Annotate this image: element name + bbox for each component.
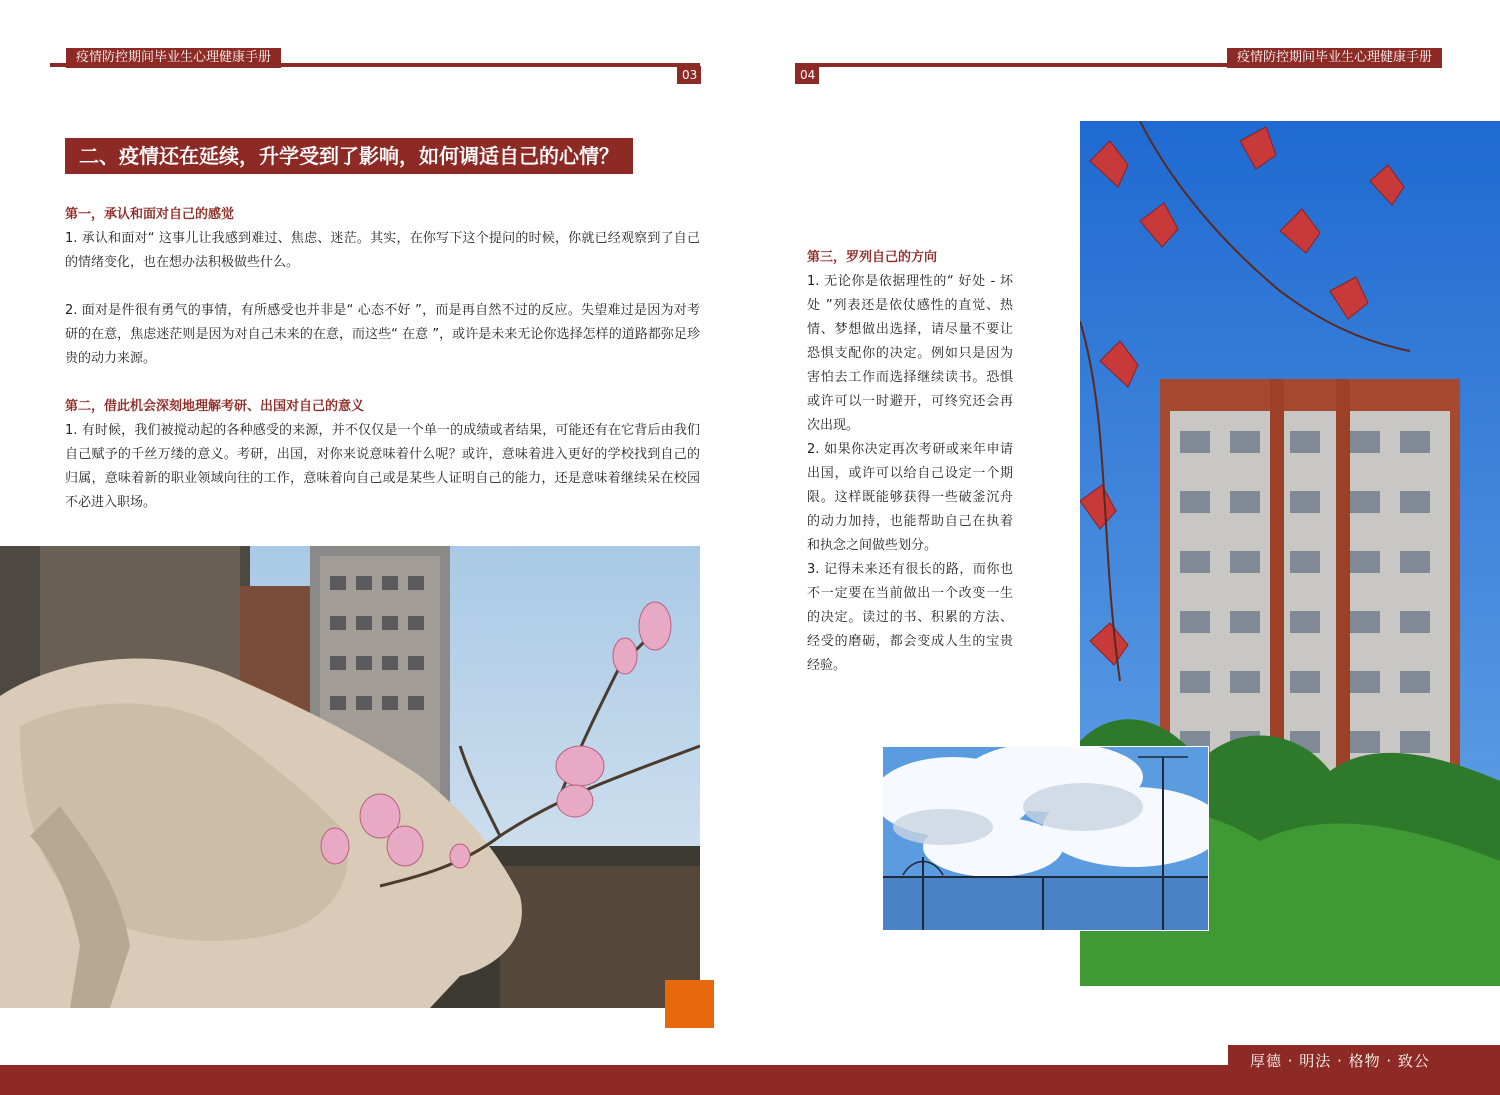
footer-motto: 厚德 · 明法 · 格物 · 致公 bbox=[1228, 1045, 1500, 1077]
part2-paragraph-1: 1. 有时候，我们被搅动起的各种感受的来源，并不仅仅是一个单一的成绩或者结果，可能还有在它背后由我们自己赋予的千丝万缕的意义。考研，出国，对你来说意味着什么呢？或许，意味着进入更好的学校找到自己的归属，意味着新的职业领域向往的工作，意味着向自己或是某些人证明自己的能力，还是意味着继续呆在校园不必进入职场。 bbox=[65, 423, 700, 510]
part3-paragraph-3: 3. 记得未来还有很长的路，而你也不一定要在当前做出一个改变一生的决定。读过的书、积累的方法、经受的磨砺，都会变成人生的宝贵经验。 bbox=[807, 562, 1013, 673]
right-page-number: 04 bbox=[795, 66, 819, 84]
orange-accent-square bbox=[665, 980, 714, 1028]
left-text-column bbox=[65, 203, 700, 515]
part3-heading: 第三，罗列自己的方向 bbox=[807, 250, 938, 265]
part1-heading: 第一，承认和面对自己的感觉 bbox=[65, 207, 235, 222]
sky-fence-photo bbox=[882, 746, 1209, 931]
part1-paragraph-2: 2. 面对是件很有勇气的事情，有所感受也并非是“ 心态不好 ”，而是再自然不过的反应。失望难过是因为对考研的在意，焦虑迷茫则是因为对自己未来的在意，而这些“ 在意 ”，或许是未来无论你选择怎样的道路都弥足珍贵的动力来源。 bbox=[65, 303, 700, 366]
right-text-column bbox=[807, 246, 1013, 678]
part3-paragraph-2: 2. 如果你决定再次考研或来年申请出国，或许可以给自己设定一个期限。这样既能够获得一些破釜沉舟的动力加持，也能帮助自己在执着和执念之间做些划分。 bbox=[807, 442, 1013, 553]
part1-paragraph-1: 1. 承认和面对“ 这事儿让我感到难过、焦虑、迷茫。其实，在你写下这个提问的时候，你就已经观察到了自己的情绪变化，也在想办法积极做些什么。 bbox=[65, 231, 700, 270]
right-header-title: 疫情防控期间毕业生心理健康手册 bbox=[1227, 48, 1442, 68]
left-header-title: 疫情防控期间毕业生心理健康手册 bbox=[66, 48, 281, 68]
part3-paragraph-1: 1. 无论你是依据理性的“ 好处 - 坏处 ”列表还是依仗感性的直觉、热情、梦想做出选择，请尽量不要让恐惧支配你的决定。例如只是因为害怕去工作而选择继续读书。恐惧或许可以一时避开，可终究还会再次出现。 bbox=[807, 274, 1013, 433]
section-title: 二、疫情还在延续，升学受到了影响，如何调适自己的心情？ bbox=[65, 138, 633, 174]
part2-heading: 第二，借此机会深刻地理解考研、出国对自己的意义 bbox=[65, 399, 365, 414]
bull-sculpture-magnolia-photo bbox=[0, 546, 700, 1008]
left-page-number: 03 bbox=[677, 66, 701, 84]
